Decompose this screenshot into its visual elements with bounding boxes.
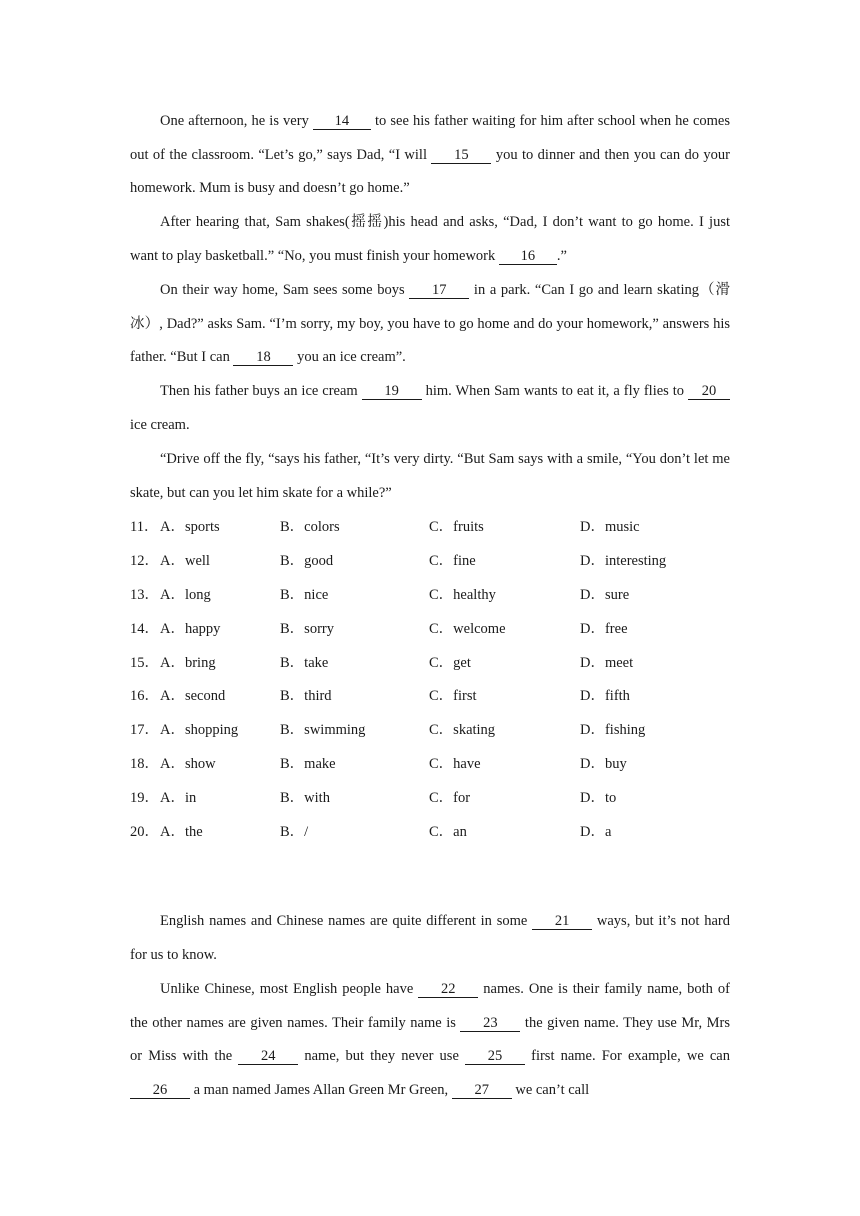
option-a[interactable]: A．shopping <box>160 722 239 738</box>
question-16-options <box>130 679 750 713</box>
question-13-options <box>130 578 750 612</box>
option-a[interactable]: A．sports <box>160 519 220 535</box>
blank-21[interactable]: 21 <box>532 913 592 930</box>
blank-26[interactable]: 26 <box>130 1082 190 1099</box>
blank-22[interactable]: 22 <box>418 981 478 998</box>
question-18-options <box>130 747 750 781</box>
question-number: 16． <box>130 688 159 704</box>
option-c[interactable]: C．fruits <box>429 519 484 535</box>
question-number: 11． <box>130 519 159 535</box>
option-c[interactable]: C．get <box>429 655 471 671</box>
question-17-options <box>130 713 750 747</box>
question-11-options <box>130 510 750 544</box>
blank-14[interactable]: 14 <box>313 113 371 130</box>
option-c[interactable]: C．have <box>429 756 481 772</box>
blank-27[interactable]: 27 <box>452 1082 512 1099</box>
option-a[interactable]: A．in <box>160 790 197 806</box>
option-b[interactable]: B．/ <box>280 824 309 840</box>
passage1-paragraph-5: “Drive off the fly, “says his father, “It’s very dirty. “But Sam says with a smile, “You don’t let me skate, but can you let him skate for a while?” <box>130 451 730 501</box>
question-15-options <box>130 646 750 680</box>
blank-17[interactable]: 17 <box>409 282 469 299</box>
option-b[interactable]: B．swimming <box>280 722 366 738</box>
passage1-paragraph-4: Then his father buys an ice cream 19 him. When Sam wants to eat it, a fly flies to 20 ice cream. <box>130 375 730 442</box>
question-number: 13． <box>130 587 159 603</box>
option-a[interactable]: A．second <box>160 688 226 704</box>
option-b[interactable]: B．with <box>280 790 330 806</box>
blank-24[interactable]: 24 <box>238 1048 298 1065</box>
option-c[interactable]: C．first <box>429 688 477 704</box>
option-b[interactable]: B．make <box>280 756 336 772</box>
option-d[interactable]: D．sure <box>580 587 630 603</box>
option-c[interactable]: C．healthy <box>429 587 496 603</box>
option-d[interactable]: D．meet <box>580 655 634 671</box>
option-d[interactable]: D．to <box>580 790 617 806</box>
question-number: 15． <box>130 655 159 671</box>
option-c[interactable]: C．welcome <box>429 621 506 637</box>
passage1-paragraph-3: On their way home, Sam sees some boys 17 in a park. “Can I go and learn skating（滑冰）, Dad?” asks Sam. “I’m sorry, my boy, you have to go home and do your homework,” answers his father. “But I can 18 you an ice cream”. <box>130 282 730 366</box>
question-20-options <box>130 815 750 849</box>
option-d[interactable]: D．interesting <box>580 553 667 569</box>
question-number: 14． <box>130 621 159 637</box>
option-b[interactable]: B．sorry <box>280 621 334 637</box>
option-a[interactable]: A．happy <box>160 621 221 637</box>
question-12-options <box>130 544 750 578</box>
option-d[interactable]: D．free <box>580 621 628 637</box>
passage2-paragraph-1: English names and Chinese names are quite different in some 21 ways, but it’s not hard for us to know. <box>130 913 730 963</box>
option-c[interactable]: C．for <box>429 790 471 806</box>
blank-19[interactable]: 19 <box>362 383 422 400</box>
blank-25[interactable]: 25 <box>465 1048 525 1065</box>
option-c[interactable]: C．an <box>429 824 467 840</box>
passage1-paragraph-2: After hearing that, Sam shakes(摇摇)his head and asks, “Dad, I don’t want to go home. I just want to play basketball.” “No, you must finish your homework 16 .” <box>130 214 730 264</box>
question-14-options <box>130 612 750 646</box>
question-number: 19． <box>130 790 159 806</box>
blank-16[interactable]: 16 <box>499 248 557 265</box>
option-b[interactable]: B．nice <box>280 587 329 603</box>
passage2-paragraph-2: Unlike Chinese, most English people have 22 names. One is their family name, both of the other names are given names. Their family name is 23 the given name. They use Mr, Mrs or Miss with the 24 name, but they never use 25 first name. For example, we can 26 a man named James Allan Green Mr Green, 27 we can’t call <box>130 981 730 1098</box>
question-19-options <box>130 781 750 815</box>
option-a[interactable]: A．long <box>160 587 211 603</box>
question-number: 18． <box>130 756 159 772</box>
option-b[interactable]: B．third <box>280 688 332 704</box>
option-b[interactable]: B．colors <box>280 519 340 535</box>
blank-18[interactable]: 18 <box>233 349 293 366</box>
option-d[interactable]: D．fifth <box>580 688 630 704</box>
option-c[interactable]: C．skating <box>429 722 496 738</box>
blank-20[interactable]: 20 <box>688 383 730 400</box>
blank-23[interactable]: 23 <box>460 1015 520 1032</box>
option-d[interactable]: D．music <box>580 519 640 535</box>
passage1-paragraph-1: One afternoon, he is very 14 to see his father waiting for him after school when he comes out of the classroom. “Let’s go,” says Dad, “I will 15 you to dinner and then you can do your homework. Mum is busy and doesn’t go home.” <box>130 113 731 197</box>
question-number: 20． <box>130 824 159 840</box>
option-a[interactable]: A．the <box>160 824 203 840</box>
option-d[interactable]: D．fishing <box>580 722 646 738</box>
option-b[interactable]: B．good <box>280 553 334 569</box>
option-a[interactable]: A．bring <box>160 655 216 671</box>
blank-15[interactable]: 15 <box>431 147 491 164</box>
option-a[interactable]: A．well <box>160 553 210 569</box>
question-number: 12． <box>130 553 159 569</box>
option-b[interactable]: B．take <box>280 655 329 671</box>
question-number: 17． <box>130 722 159 738</box>
option-d[interactable]: D．a <box>580 824 612 840</box>
option-c[interactable]: C．fine <box>429 553 476 569</box>
option-a[interactable]: A．show <box>160 756 216 772</box>
option-d[interactable]: D．buy <box>580 756 627 772</box>
